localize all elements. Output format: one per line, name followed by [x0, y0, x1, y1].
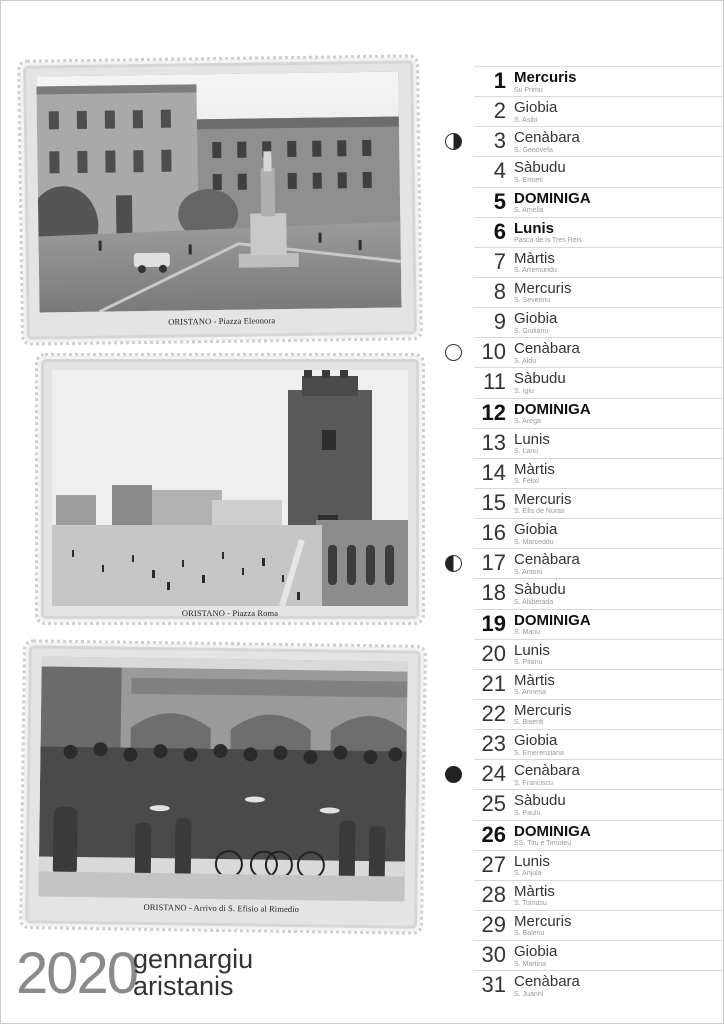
saint-name: Pasca de is Tres Reis: [514, 237, 582, 245]
day-name: Màrtis: [514, 882, 555, 900]
day-row: [474, 217, 722, 247]
day-number: 30: [481, 942, 506, 968]
day-name: Cenàbara: [514, 762, 580, 780]
day-name: Cenàbara: [514, 340, 580, 358]
day-number: 14: [481, 459, 506, 485]
day-number: 11: [483, 369, 506, 395]
day-row: [474, 578, 722, 608]
day-number: 23: [481, 731, 506, 757]
day-row: [474, 247, 722, 277]
day-name: Mercuris: [514, 490, 572, 508]
day-row: [474, 880, 722, 910]
day-row: [474, 940, 722, 970]
saint-name: S. Mariu: [514, 629, 541, 637]
day-number: 13: [481, 429, 506, 455]
saint-name: S. Baleriu: [514, 930, 545, 938]
saint-name: S. Bisenti: [514, 719, 544, 727]
moon-new-icon: [445, 766, 462, 783]
saint-name: S. Felixi: [514, 478, 539, 486]
day-row: [474, 699, 722, 729]
day-number: 17: [481, 550, 506, 576]
saint-name: S. Aldu: [514, 357, 537, 365]
day-number: 20: [481, 640, 506, 666]
day-row: [474, 277, 722, 307]
photo-frame-piazza-eleonora: [20, 57, 420, 343]
day-number: 10: [481, 339, 506, 365]
day-row: [474, 367, 722, 397]
day-name: Sàbudu: [514, 581, 566, 599]
day-row: [474, 156, 722, 186]
saint-name: S. Tomasu: [514, 900, 547, 908]
day-name: Sàbudu: [514, 792, 566, 810]
day-row: [474, 639, 722, 669]
day-row: [474, 548, 722, 578]
day-row: [474, 729, 722, 759]
day-number: 18: [481, 580, 506, 606]
saint-name: S. Ermeti: [514, 176, 543, 184]
day-list: [474, 66, 722, 1000]
saint-name: S. Giulianu: [514, 327, 549, 335]
day-number: 22: [481, 700, 506, 726]
day-row: [474, 789, 722, 819]
day-row: [474, 970, 722, 1000]
day-name: Mercuris: [514, 69, 577, 86]
saint-name: S. Franciscu: [514, 779, 553, 787]
saint-name: S. Aliiberada: [514, 598, 554, 606]
day-name: DOMINIGA: [514, 611, 591, 629]
saint-name: S. Arega: [514, 418, 541, 426]
day-name: Mercuris: [514, 701, 572, 719]
day-number: 16: [481, 520, 506, 546]
day-row: [474, 488, 722, 518]
saint-name: S. Asibi: [514, 116, 538, 124]
saint-name: S. Juanni: [514, 990, 544, 998]
day-row: [474, 609, 722, 639]
day-name: Cenàbara: [514, 973, 580, 991]
day-name: Lunis: [514, 430, 550, 448]
day-number: 12: [481, 399, 506, 425]
photo-frame-piazza-roma: [38, 356, 422, 622]
calendar-city: aristanis: [133, 971, 234, 1001]
day-name: Cenàbara: [514, 129, 580, 147]
day-number: 29: [481, 911, 506, 937]
calendar-month: gennargiu: [133, 944, 254, 974]
saint-name: S. Arremundu: [514, 267, 557, 275]
saint-name: S. Igiu: [514, 387, 534, 395]
day-name: Lunis: [514, 219, 554, 237]
day-name: Lunis: [514, 852, 550, 870]
day-number: 6: [493, 218, 506, 244]
saint-name: SS. Titu e Timoteu: [514, 840, 572, 848]
day-name: DOMINIGA: [514, 400, 591, 418]
photo-caption-piazza-eleonora: ORISTANO - Piazza Eleonora: [168, 315, 276, 327]
day-name: Lunis: [514, 641, 550, 659]
photo-piazza-roma: [52, 370, 408, 606]
day-number: 2: [493, 98, 506, 124]
saint-name: Su Primu: [514, 86, 543, 94]
saint-name: S. Martina: [514, 960, 546, 968]
day-number: 26: [481, 821, 506, 847]
piazza-roma-image: [52, 370, 408, 606]
day-row: [474, 458, 722, 488]
photo-arrivo-s-efisio: [38, 656, 407, 901]
day-row: [474, 126, 722, 156]
day-row: [474, 187, 722, 217]
day-number: 5: [493, 188, 506, 214]
moon-full-icon: [445, 344, 462, 361]
day-number: 8: [493, 278, 506, 304]
day-row: [474, 428, 722, 458]
day-number: 1: [493, 68, 506, 93]
saint-name: S. Anjula: [514, 870, 542, 878]
day-name: Giobia: [514, 521, 558, 539]
saint-name: S. Paulu: [514, 809, 541, 817]
day-name: Màrtis: [514, 671, 555, 689]
moon-last-quarter-icon: [445, 555, 462, 572]
arrivo-s-efisio-image: [38, 656, 407, 901]
day-name: Giobia: [514, 943, 558, 961]
day-row: [474, 398, 722, 428]
day-name: Mercuris: [514, 912, 572, 930]
saint-name: S. Marceddu: [514, 538, 554, 546]
day-number: 4: [493, 158, 506, 184]
day-row: [474, 518, 722, 548]
day-row: [474, 850, 722, 880]
day-number: 7: [493, 248, 506, 274]
day-number: 31: [481, 972, 506, 998]
day-name: Cenàbara: [514, 551, 580, 569]
day-number: 25: [481, 791, 506, 817]
saint-name: S. Lanu: [514, 448, 539, 456]
photo-caption-arrivo-s-efisio: ORISTANO - Arrivo di S. Efisio al Rimedio: [143, 901, 300, 915]
day-number: 21: [481, 670, 506, 696]
day-number: 15: [481, 489, 506, 515]
day-row: [474, 96, 722, 126]
day-row: [474, 66, 722, 96]
saint-name: S. Pitanu: [514, 659, 543, 667]
day-number: 9: [493, 309, 506, 335]
day-row: [474, 669, 722, 699]
saint-name: S. Annesa: [514, 689, 546, 697]
day-row: [474, 337, 722, 367]
photo-caption-piazza-roma: ORISTANO - Piazza Roma: [181, 608, 279, 618]
day-name: DOMINIGA: [514, 822, 591, 840]
day-name: Mercuris: [514, 279, 572, 297]
day-row: [474, 307, 722, 337]
day-name: DOMINIGA: [514, 189, 591, 207]
day-row: [474, 820, 722, 850]
saint-name: S. Amelia: [514, 207, 544, 215]
day-row: [474, 910, 722, 940]
moon-first-quarter-icon: [445, 133, 462, 150]
saint-name: S. Efis de Nuras: [514, 508, 565, 516]
photo-piazza-eleonora: [36, 71, 401, 312]
piazza-eleonora-image: [36, 71, 401, 312]
day-number: 3: [493, 128, 506, 154]
saint-name: S. Severinu: [514, 297, 551, 305]
day-name: Giobia: [514, 99, 558, 117]
day-number: 24: [481, 761, 506, 787]
day-name: Giobia: [514, 732, 558, 750]
day-name: Giobia: [514, 310, 558, 328]
saint-name: S. Genovefa: [514, 146, 553, 154]
calendar-year: 2020: [16, 941, 138, 1006]
day-name: Màrtis: [514, 249, 555, 267]
day-number: 27: [481, 851, 506, 877]
saint-name: S. Antoni: [514, 568, 543, 576]
day-number: 28: [481, 881, 506, 907]
day-row: [474, 759, 722, 789]
saint-name: S. Emerenziana: [514, 749, 564, 757]
day-number: 19: [481, 610, 506, 636]
day-name: Màrtis: [514, 460, 555, 478]
photo-frame-arrivo-s-efisio: [22, 642, 424, 932]
day-name: Sàbudu: [514, 370, 566, 388]
day-name: Sàbudu: [514, 159, 566, 177]
